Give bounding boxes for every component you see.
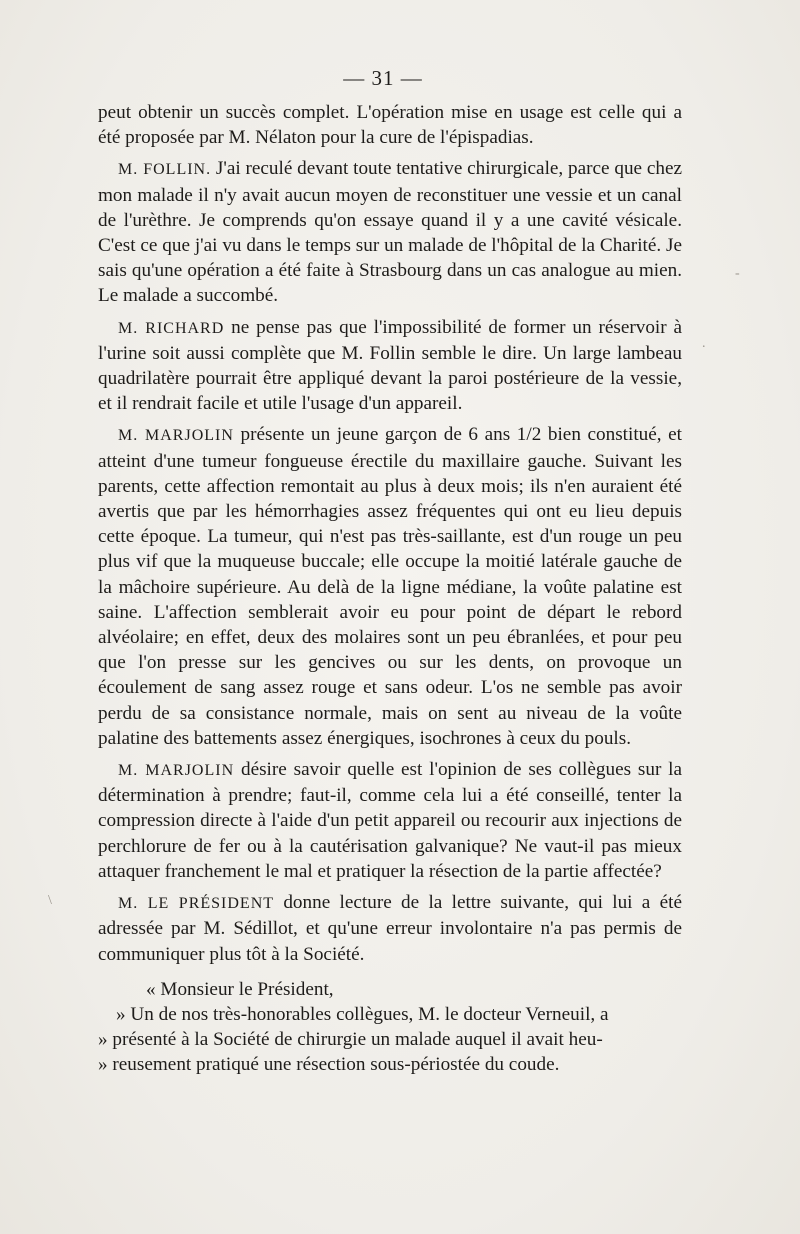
speaker-name: M. MARJOLIN — [118, 427, 234, 445]
paragraph-text: présente un jeune garçon de 6 ans 1/2 bien constitué, et atteint d'une tumeur fongueuse érectile du maxillaire gauche. Suivant les parents, cette affection remontait au plus à deux mois; ils n'en auraient été avertis que par les hémorrhagies assez fréquentes qui ont eu lieu depuis cette époque. La tumeur, qui n'est pas très-saillante, est d'un rouge un peu plus vif que la muqueuse buccale; elle occupe la moitié latérale gauche de la mâchoire supérieure. Au delà de la ligne médiane, la voûte palatine est saine. L'affection semblerait avoir eu pour point de départ le rebord alvéolaire; en effet, deux des molaires sont un peu ébranlées, et pour peu que l'on presse sur les gencives ou sur les dents, on provoque un écoulement de sang assez rouge et sans odeur. L'os ne semble pas avoir perdu de sa consistance normale, mais on sent au niveau de la voûte palatine des battements assez énergiques, isochrones à ceux du pouls. — [98, 424, 682, 749]
paragraph-richard — [98, 315, 682, 417]
paragraph-marjolin-question — [98, 757, 682, 884]
paragraph-continuation — [98, 100, 682, 150]
paragraph-text: ne pense pas que l'impossibilité de former un réservoir à l'urine soit aussi complète que M. Follin semble le dire. Un large lambeau quadrilatère pourrait être appliqué devant la paroi postérieure de la vessie, et il rendrait facile et utile l'usage d'un appareil. — [98, 316, 683, 415]
paper-speck: \ — [48, 893, 52, 908]
paragraph-marjolin-presentation — [98, 422, 682, 751]
speaker-name: M. RICHARD — [118, 319, 225, 337]
paragraph-text: désire savoir quelle est l'opinion de ses collègues sur la détermination à prendre; faut-il, comme cela lui a été conseillé, tenter la compression directe à l'aide d'un petit appareil ou recourir aux injections de perchlorure de fer ou à la cautérisation galvanique? Ne vaut-il pas mieux attaquer franchement le mal et pratiquer la résection de la partie affectée? — [98, 759, 683, 882]
speaker-name: M. MARJOLIN — [118, 762, 235, 780]
paper-speck: - — [735, 266, 740, 281]
page-number: — 31 — — [343, 66, 423, 90]
letter-salutation: « Monsieur le Président, — [146, 978, 334, 1000]
paragraph-text: peut obtenir un succès complet. L'opération mise en usage est celle qui a été proposée par M. Nélaton pour la cure de l'épispadias. — [98, 102, 682, 149]
paragraph-text: J'ai reculé devant toute tentative chirurgicale, parce que chez mon malade il n'y avait aucun moyen de reconstituer une vessie et un canal de l'urèthre. Je comprends qu'on essaye quand il y a une cavité vésicale. C'est ce que j'ai vu dans le temps sur un malade de l'hôpital de la Charité. Je sais qu'une opération a été faite à Strasbourg dans un cas analogue au mien. Le malade a succombé. — [98, 158, 683, 307]
paper-speck: . — [702, 336, 706, 351]
letter-line: » reusement pratiqué une résection sous-périostée du coude. — [98, 1054, 560, 1076]
paragraph-president — [98, 890, 682, 967]
speaker-name: M. LE PRÉSIDENT — [118, 895, 275, 913]
paragraph-follin — [98, 156, 682, 308]
paragraph-text: donne lecture de la lettre suivante, qui lui a été adressée par M. Sédillot, et qu'une erreur involontaire n'a pas permis de communiquer plus tôt à la Société. — [98, 892, 682, 965]
speaker-name: M. FOLLIN. — [118, 161, 212, 179]
letter-line: » Un de nos très-honorables collègues, M. le docteur Verneuil, a — [116, 1003, 609, 1025]
letter-line: » présenté à la Société de chirurgie un malade auquel il avait heu- — [98, 1029, 603, 1051]
body-text — [98, 100, 682, 1078]
